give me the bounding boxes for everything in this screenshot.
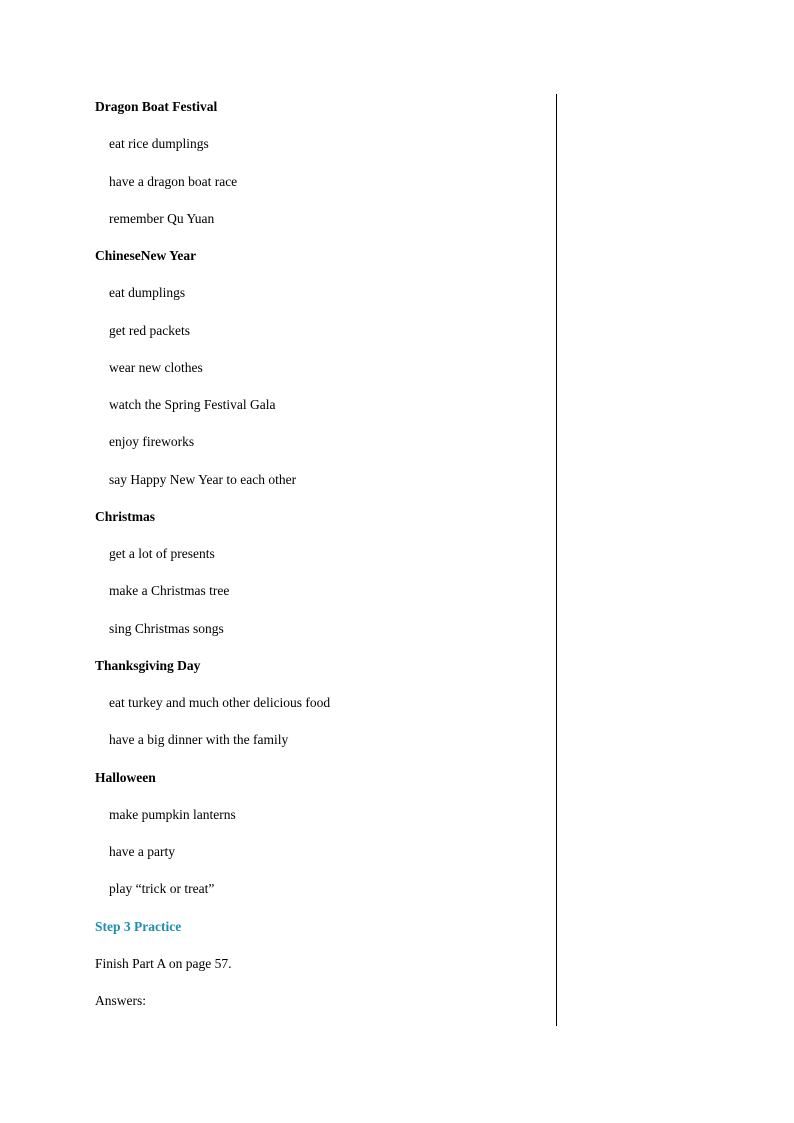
list-item: eat dumplings xyxy=(109,285,186,301)
section-heading-dragon-boat-festival: Dragon Boat Festival xyxy=(95,99,218,114)
list-item: enjoy fireworks xyxy=(109,434,195,450)
step-instruction: Finish Part A on page 57. xyxy=(95,955,232,971)
section-heading-chinese-new-year: ChineseNew Year xyxy=(95,248,197,263)
list-item: eat rice dumplings xyxy=(109,136,209,152)
list-item: watch the Spring Festival Gala xyxy=(109,397,276,412)
list-item: sing Christmas songs xyxy=(109,620,224,636)
list-item: remember Qu Yuan xyxy=(109,210,215,226)
list-item: have a big dinner with the family xyxy=(109,732,289,748)
section-heading-thanksgiving-day: Thanksgiving Day xyxy=(95,657,201,673)
list-item: say Happy New Year to each other xyxy=(109,471,297,487)
list-item: make a Christmas tree xyxy=(109,583,230,599)
section-heading-halloween: Halloween xyxy=(95,769,156,785)
list-item: play “trick or treat” xyxy=(109,881,215,897)
list-item: wear new clothes xyxy=(109,359,203,375)
list-item: eat turkey and much other delicious food xyxy=(109,695,331,710)
column-divider xyxy=(556,94,557,1026)
list-item: have a dragon boat race xyxy=(109,173,238,189)
document-content xyxy=(95,95,545,1026)
answers-label: Answers: xyxy=(95,993,146,1008)
section-heading-christmas: Christmas xyxy=(95,508,155,524)
list-item: get a lot of presents xyxy=(109,546,215,561)
step-heading: Step 3 Practice xyxy=(95,918,182,934)
list-item: make pumpkin lanterns xyxy=(109,806,236,822)
list-item: get red packets xyxy=(109,322,190,338)
list-item: have a party xyxy=(109,844,175,859)
